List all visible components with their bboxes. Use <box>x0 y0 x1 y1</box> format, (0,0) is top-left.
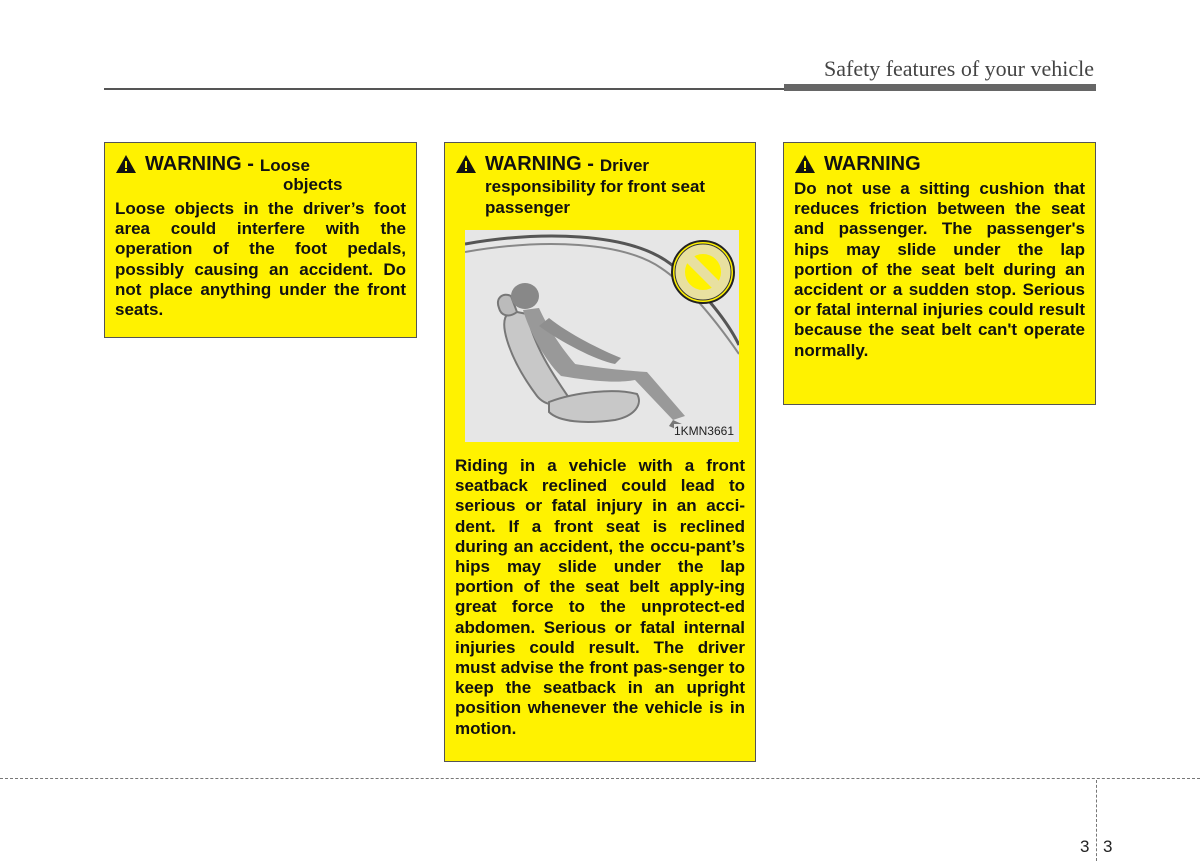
warning-body: Loose objects in the driver’s foot area could interfere with the operation of the foot pedals, possibly causing an accident. Do not place anything under the front seats. <box>115 199 406 320</box>
warning-body: Do not use a sitting cushion that reduces friction between the seat and passenger. The passenger's hips may slide under the lap portion of the seat belt during an accident or a sudden stop. Serious or fatal internal injuries could result because the seat belt can't operate normally. <box>794 179 1085 360</box>
warning-triangle-icon <box>115 154 137 174</box>
warning-subject-cont: objects <box>283 175 343 194</box>
warning-label: WARNING - <box>145 153 254 175</box>
figure-code: 1KMN3661 <box>673 424 734 438</box>
warning-subject: Driver <box>599 156 650 175</box>
page-number: 3 <box>1103 837 1113 856</box>
section-number: 3 <box>1080 837 1090 856</box>
footer-divider <box>1096 780 1097 861</box>
prohibited-icon <box>667 236 739 308</box>
warning-triangle-icon <box>794 154 816 174</box>
warning-heading <box>455 153 745 176</box>
warning-heading <box>794 153 1085 175</box>
warning-label: WARNING - <box>485 153 594 175</box>
warning-body: Riding in a vehicle with a front seatback reclined could lead to serious or fatal injury in an acci-dent. If a front seat is reclined during an accident, the occu-pant’s hips may slide under the lap portion of the seat belt apply-ing great force to the unprotect-ed abdomen. Serious or fatal internal injuries could result. The driver must advise the front pas-senger to keep the seatback in an upright position whenever the vehicle is in motion. <box>455 456 745 738</box>
warning-subject: Loose <box>259 156 310 175</box>
page-header-title: Safety features of your vehicle <box>824 56 1094 81</box>
warning-subject-cont: responsibility for front seat passenger <box>485 177 706 217</box>
warning-box-driver-responsibility <box>444 142 756 762</box>
warning-heading <box>115 153 406 176</box>
warning-label: WARNING <box>824 153 921 175</box>
header-rule-accent <box>784 84 1096 91</box>
warning-triangle-icon <box>455 154 477 174</box>
warning-box-sitting-cushion <box>783 142 1096 405</box>
warning-box-loose-objects <box>104 142 417 338</box>
reclined-seat-illustration <box>465 230 739 442</box>
footer-rule <box>0 778 1200 779</box>
